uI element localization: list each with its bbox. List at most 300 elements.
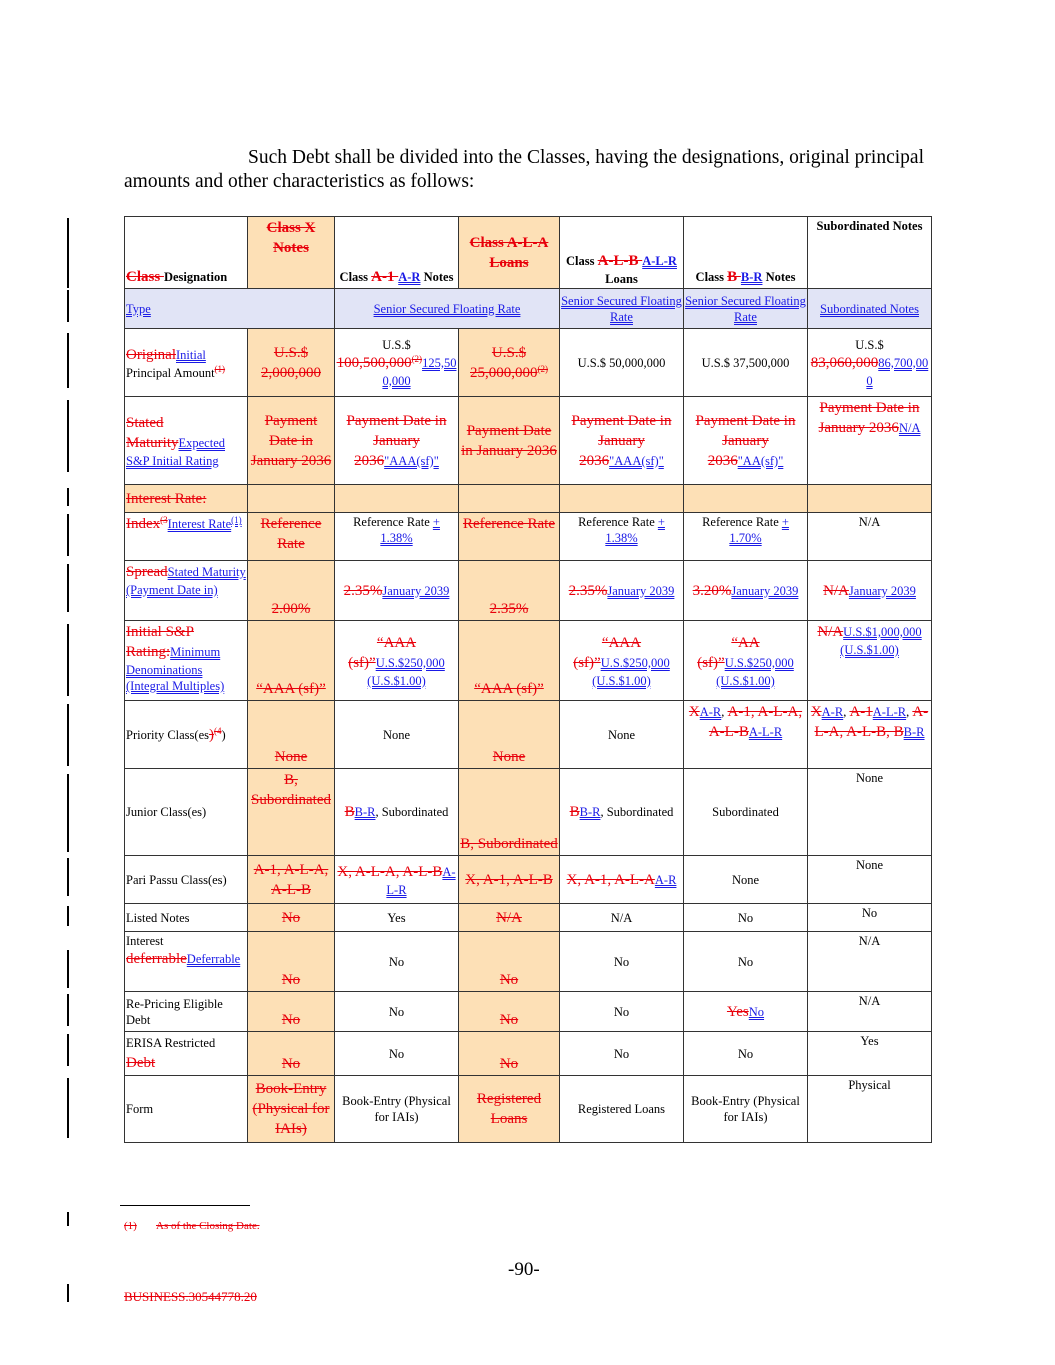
inserted-text: January 2039 xyxy=(848,583,916,598)
interest-rate-cell xyxy=(560,513,684,561)
cell-text: No xyxy=(388,954,405,969)
re-pricing-eligible-debt-cell xyxy=(459,992,560,1032)
interest-rate-cell xyxy=(808,513,932,561)
inserted-text: U.S.$1,000,000 (U.S.$1.00) xyxy=(840,625,922,657)
cell-text: Book-Entry (Physical for IAIs) xyxy=(342,1094,451,1124)
inserted-text: B-R xyxy=(354,805,376,819)
deleted-text: Interest Rate: xyxy=(126,490,207,507)
change-bar xyxy=(67,514,69,556)
deleted-text: 2.00% xyxy=(271,601,311,617)
inserted-text: Minimum Denominations (Integral Multiples) xyxy=(126,645,225,693)
inserted-text: Senior Secured Floating Rate xyxy=(373,301,521,316)
deleted-text: No xyxy=(281,1056,301,1072)
deleted-text: B xyxy=(727,269,741,285)
cell-text: Book-Entry (Physical for IAIs) xyxy=(691,1094,800,1124)
priority-classes-cell xyxy=(684,701,808,769)
erisa-restricted-cell xyxy=(459,1032,560,1076)
inserted-text: N/A xyxy=(898,421,921,435)
deleted-text: Debt xyxy=(126,1055,156,1071)
initial-principal-amount-cell xyxy=(459,329,560,397)
deleted-text: Index xyxy=(126,516,161,532)
inserted-text: Subordinated Notes xyxy=(820,301,919,316)
form-cell xyxy=(335,1076,459,1143)
re-pricing-eligible-debt-cell xyxy=(125,992,248,1032)
cell-text: N/A xyxy=(858,994,881,1008)
listed-notes-cell xyxy=(248,904,335,932)
change-bar xyxy=(67,564,69,612)
type-cell xyxy=(335,289,560,329)
deleted-text: X xyxy=(688,704,700,720)
stated-maturity-cell xyxy=(335,561,459,621)
deleted-text: 3.20% xyxy=(692,582,732,599)
cell-text: Listed Notes xyxy=(126,910,190,925)
deleted-text: A-L-A, A-L-B, B xyxy=(814,704,929,740)
change-bar xyxy=(67,704,69,766)
cell-text: N/A xyxy=(858,515,881,529)
priority-classes-cell xyxy=(125,701,248,769)
change-bar xyxy=(67,1212,69,1226)
listed-notes-cell xyxy=(459,904,560,932)
cell-text: No xyxy=(613,1004,630,1019)
cell-text: Notes xyxy=(420,270,454,284)
stated-maturity-cell xyxy=(808,561,932,621)
inserted-text: January 2039 xyxy=(382,583,450,598)
inserted-text: A-R xyxy=(654,872,677,887)
deleted-text: A-1, A-L-A, A-L-B xyxy=(708,704,803,740)
listed-notes-cell xyxy=(335,904,459,932)
change-bar xyxy=(67,290,69,322)
form-cell xyxy=(684,1076,808,1143)
cell-text: None xyxy=(855,771,884,785)
cell-text: Yes xyxy=(860,1034,879,1048)
change-bar xyxy=(67,218,69,288)
deleted-text: (2) xyxy=(411,353,423,364)
interest-rate-cell xyxy=(459,513,560,561)
form-cell xyxy=(125,1076,248,1143)
deleted-text: X, A-1, A-L-A xyxy=(566,871,655,888)
header-cell xyxy=(560,217,684,289)
erisa-restricted-cell xyxy=(808,1032,932,1076)
expected-rating-cell xyxy=(125,397,248,485)
cell-text: Re-Pricing Eligible Debt xyxy=(126,996,223,1027)
header-cell xyxy=(808,217,932,289)
intro-paragraph xyxy=(124,146,924,194)
deleted-text: Payment Date in January 2036 xyxy=(571,412,672,469)
inserted-text: 125,500,000 xyxy=(382,355,457,388)
interest-rate-heading-cell xyxy=(560,485,684,513)
deleted-text: 2.35% xyxy=(343,582,383,599)
inserted-text: A-L-R xyxy=(872,705,907,719)
stated-maturity-cell xyxy=(560,561,684,621)
inserted-text: A-L-R xyxy=(748,725,783,739)
deleted-text: 83,060,000 xyxy=(810,354,879,371)
minimum-denominations-cell xyxy=(808,621,932,701)
erisa-restricted-cell xyxy=(125,1032,248,1076)
table-row-header xyxy=(125,217,932,289)
deleted-text: Reference Rate xyxy=(260,516,322,552)
junior-classes-cell xyxy=(125,769,248,856)
re-pricing-eligible-debt-cell xyxy=(248,992,335,1032)
deleted-text: No xyxy=(281,1012,301,1028)
junior-classes-cell xyxy=(684,769,808,856)
interest-deferrable-cell xyxy=(125,932,248,992)
deleted-text: B, Subordinated xyxy=(251,772,331,808)
inserted-text: Senior Secured Floating Rate xyxy=(685,293,806,324)
initial-principal-amount-cell xyxy=(560,329,684,397)
cell-text: N/A xyxy=(610,910,633,925)
table-row-initial-principal-amount xyxy=(125,329,932,397)
deleted-text: 2.35% xyxy=(489,601,529,617)
inserted-text: Expected S&P Initial Rating xyxy=(126,435,226,468)
type-cell xyxy=(808,289,932,329)
change-bar xyxy=(67,774,69,852)
cell-text: Notes xyxy=(762,270,796,284)
inserted-text: January 2039 xyxy=(607,583,675,598)
inserted-text: (1) xyxy=(231,514,242,525)
cell-text: No xyxy=(613,1046,630,1061)
expected-rating-cell xyxy=(560,397,684,485)
deleted-text: “AAA (sf)” xyxy=(573,634,642,671)
cell-text: None xyxy=(382,727,411,742)
re-pricing-eligible-debt-cell xyxy=(684,992,808,1032)
re-pricing-eligible-debt-cell xyxy=(335,992,459,1032)
inserted-text: U.S.$250,000 (U.S.$1.00) xyxy=(367,655,445,688)
interest-deferrable-cell xyxy=(560,932,684,992)
minimum-denominations-cell xyxy=(459,621,560,701)
pari-passu-classes-cell xyxy=(248,856,335,904)
cell-text: Junior Class(es) xyxy=(126,805,207,819)
pari-passu-classes-cell xyxy=(459,856,560,904)
listed-notes-cell xyxy=(560,904,684,932)
footnote-separator xyxy=(120,1205,250,1206)
change-bar xyxy=(67,1034,69,1066)
inserted-text: A-R xyxy=(821,705,844,719)
priority-classes-cell xyxy=(335,701,459,769)
deleted-text: No xyxy=(499,1012,519,1028)
cell-text: U.S.$ 37,500,000 xyxy=(701,355,790,370)
inserted-text: A-L-R xyxy=(386,864,456,897)
deleted-text: Class xyxy=(126,269,164,285)
header-cell xyxy=(248,217,335,289)
interest-rate-cell xyxy=(684,513,808,561)
stated-maturity-cell xyxy=(459,561,560,621)
expected-rating-cell xyxy=(248,397,335,485)
interest-rate-cell xyxy=(335,513,459,561)
stated-maturity-cell xyxy=(248,561,335,621)
deleted-text: “AAA (sf)” xyxy=(256,681,326,697)
interest-deferrable-cell xyxy=(248,932,335,992)
cell-text: , Subordinated xyxy=(600,805,674,819)
inserted-text: U.S.$250,000 (U.S.$1.00) xyxy=(592,655,670,688)
deleted-text: ) xyxy=(208,726,214,743)
pari-passu-classes-cell xyxy=(125,856,248,904)
deleted-text: “AAA (sf)” xyxy=(348,634,417,671)
inserted-text: "AAA(sf)" xyxy=(384,453,439,468)
interest-rate-heading-cell xyxy=(459,485,560,513)
deleted-text: 2.35% xyxy=(568,582,608,599)
inserted-text: Interest Rate xyxy=(167,517,232,531)
footnote xyxy=(124,1216,260,1236)
change-bar xyxy=(67,488,69,506)
pari-passu-classes-cell xyxy=(560,856,684,904)
interest-deferrable-cell xyxy=(459,932,560,992)
deleted-text: 100,500,000 xyxy=(336,354,412,371)
deleted-text: N/A xyxy=(823,582,849,599)
inserted-text: January 2039 xyxy=(731,583,799,598)
deleted-text: N/A xyxy=(817,624,844,640)
deleted-text: B xyxy=(344,804,355,820)
deleted-text: Registered Loans xyxy=(476,1091,542,1127)
expected-rating-cell xyxy=(684,397,808,485)
deleted-text: U.S.$ 25,000,000 xyxy=(470,344,538,381)
change-bar xyxy=(67,950,69,988)
deleted-text: No xyxy=(499,972,519,988)
pari-passu-classes-cell xyxy=(808,856,932,904)
cell-text: Yes xyxy=(387,910,406,925)
cell-text: Form xyxy=(126,1102,154,1116)
deleted-text: No xyxy=(281,972,301,988)
inserted-text: + 1.70% xyxy=(729,515,789,545)
initial-principal-amount-cell xyxy=(808,329,932,397)
minimum-denominations-cell xyxy=(335,621,459,701)
page-number: -90- xyxy=(508,1259,540,1280)
deleted-text: Payment Date in January 2036 xyxy=(250,412,332,469)
stated-maturity-cell xyxy=(125,561,248,621)
inserted-text: U.S.$250,000 (U.S.$1.00) xyxy=(716,655,794,688)
deleted-text: A-1 xyxy=(849,704,873,720)
cell-text: , xyxy=(906,705,913,719)
cell-text: U.S.$ 50,000,000 xyxy=(577,355,666,370)
deleted-text: Payment Date in January 2036 xyxy=(461,422,557,459)
junior-classes-cell xyxy=(808,769,932,856)
form-cell xyxy=(248,1076,335,1143)
table-row-interest-rate xyxy=(125,513,932,561)
deleted-text: Stated Maturity xyxy=(126,414,179,451)
interest-rate-cell xyxy=(248,513,335,561)
cell-text: , xyxy=(721,705,728,719)
cell-text: N/A xyxy=(858,934,881,948)
table-row-re-pricing-eligible-debt xyxy=(125,992,932,1032)
header-cell xyxy=(459,217,560,289)
intro-text: Such Debt shall be divided into the Classes, having the designations, original principal amounts and other characteristics as follows: xyxy=(124,147,924,192)
cell-text: Loans xyxy=(605,272,638,286)
change-bar xyxy=(67,906,69,926)
cell-text: , xyxy=(843,705,850,719)
inserted-text: + 1.38% xyxy=(380,515,440,545)
deleted-text: Initial S&P Rating: xyxy=(126,624,194,660)
table-row-junior-classes xyxy=(125,769,932,856)
footnote-text: As of the Closing Date. xyxy=(156,1220,260,1232)
stated-maturity-cell xyxy=(684,561,808,621)
erisa-restricted-cell xyxy=(248,1032,335,1076)
interest-deferrable-cell xyxy=(808,932,932,992)
cell-text: No xyxy=(388,1004,405,1019)
inserted-text: "AA(sf)" xyxy=(737,453,784,468)
pari-passu-classes-cell xyxy=(684,856,808,904)
change-bar xyxy=(67,400,69,472)
deleted-text: X, A-1, A-L-B xyxy=(465,871,553,888)
table-row-type xyxy=(125,289,932,329)
form-cell xyxy=(459,1076,560,1143)
deleted-text: “AAA (sf)” xyxy=(474,681,544,697)
inserted-text: A-R xyxy=(398,270,421,284)
cell-text: Reference Rate xyxy=(702,515,782,529)
table-row-expected-rating xyxy=(125,397,932,485)
cell-text: Class xyxy=(566,254,598,268)
deleted-text: Yes xyxy=(726,1003,749,1020)
change-bar xyxy=(67,858,69,896)
minimum-denominations-cell xyxy=(248,621,335,701)
table-row-form xyxy=(125,1076,932,1143)
deleted-text: B xyxy=(569,804,580,820)
deleted-text: A-1, A-L-A, A-L-B xyxy=(253,861,329,898)
cell-text: No xyxy=(737,954,754,969)
header-cell xyxy=(335,217,459,289)
cell-text: Reference Rate xyxy=(578,515,658,529)
change-bar xyxy=(67,333,69,388)
erisa-restricted-cell xyxy=(560,1032,684,1076)
cell-text: Subordinated xyxy=(712,805,779,819)
initial-principal-amount-cell xyxy=(125,329,248,397)
junior-classes-cell xyxy=(248,769,335,856)
listed-notes-cell xyxy=(808,904,932,932)
inserted-text: A-L-R xyxy=(642,254,677,268)
deleted-text: Spread xyxy=(126,564,168,580)
deleted-text: (3 xyxy=(160,514,168,525)
deleted-text: Class X Notes xyxy=(266,220,316,256)
cell-text: No xyxy=(737,910,754,925)
minimum-denominations-cell xyxy=(125,621,248,701)
cell-text: Class xyxy=(339,270,372,284)
deleted-text: U.S.$ 2,000,000 xyxy=(261,344,321,381)
deleted-text: (4 xyxy=(213,725,222,736)
interest-rate-heading-cell xyxy=(248,485,335,513)
table-row-stated-maturity xyxy=(125,561,932,621)
inserted-text: A-R xyxy=(699,705,722,719)
deleted-text: B, Subordinated xyxy=(460,836,558,852)
inserted-text: Type xyxy=(126,301,151,316)
debt-classes-table xyxy=(124,216,932,1143)
table-row-priority-classes xyxy=(125,701,932,769)
inserted-text: 86,700,000 xyxy=(866,355,929,388)
junior-classes-cell xyxy=(335,769,459,856)
deleted-text: None xyxy=(274,749,308,765)
document-id: BUSINESS.30544778.20 xyxy=(124,1289,257,1304)
initial-principal-amount-cell xyxy=(248,329,335,397)
priority-classes-cell xyxy=(808,701,932,769)
cell-text: ) xyxy=(221,727,226,742)
deleted-text: Original xyxy=(126,346,176,363)
change-bar xyxy=(67,994,69,1026)
re-pricing-eligible-debt-cell xyxy=(808,992,932,1032)
re-pricing-eligible-debt-cell xyxy=(560,992,684,1032)
inserted-text: Stated Maturity (Payment Date in) xyxy=(126,565,246,597)
cell-text: Pari Passu Class(es) xyxy=(126,872,227,887)
cell-text: No xyxy=(861,906,878,920)
cell-text: Priority Class(es xyxy=(126,727,209,742)
cell-text: Principal Amount xyxy=(126,365,215,380)
cell-text: Designation xyxy=(163,270,228,284)
interest-rate-heading-cell xyxy=(684,485,808,513)
listed-notes-cell xyxy=(684,904,808,932)
priority-classes-cell xyxy=(459,701,560,769)
type-cell xyxy=(125,289,335,329)
table-row-pari-passu-classes xyxy=(125,856,932,904)
deleted-text: (2) xyxy=(537,363,548,374)
minimum-denominations-cell xyxy=(560,621,684,701)
inserted-text: No xyxy=(748,1004,765,1019)
expected-rating-cell xyxy=(335,397,459,485)
cell-text: U.S.$ xyxy=(382,337,411,352)
junior-classes-cell xyxy=(459,769,560,856)
interest-rate-heading-cell xyxy=(808,485,932,513)
inserted-text: Senior Secured Floating Rate xyxy=(561,293,682,324)
cell-text: Subordinated Notes xyxy=(816,219,923,233)
priority-classes-cell xyxy=(248,701,335,769)
table-row-listed-notes xyxy=(125,904,932,932)
footnote-number: (1) xyxy=(124,1220,137,1232)
deleted-text: A-L-B xyxy=(597,253,643,269)
header-cell xyxy=(684,217,808,289)
deleted-text: N/A xyxy=(496,909,522,926)
cell-text: Interest xyxy=(126,934,164,948)
table-row-interest-rate-heading xyxy=(125,485,932,513)
type-cell xyxy=(684,289,808,329)
table-row-minimum-denominations xyxy=(125,621,932,701)
deleted-text: Payment Date in January 2036 xyxy=(346,412,447,469)
inserted-text: B-R xyxy=(740,270,763,284)
initial-principal-amount-cell xyxy=(684,329,808,397)
type-cell xyxy=(560,289,684,329)
deleted-text: Payment Date in January 2036 xyxy=(818,400,920,436)
inserted-text: Deferrable xyxy=(186,952,241,966)
deleted-text: No xyxy=(499,1056,519,1072)
cell-text: U.S.$ xyxy=(855,337,884,352)
cell-text: Registered Loans xyxy=(577,1102,666,1116)
cell-text: No xyxy=(388,1046,405,1061)
inserted-text: B-R xyxy=(579,805,601,819)
cell-text: None xyxy=(855,858,884,872)
initial-principal-amount-cell xyxy=(335,329,459,397)
deleted-text: (1) xyxy=(214,363,226,374)
deleted-text: Book-Entry (Physical for IAIs) xyxy=(252,1081,330,1137)
cell-text: ERISA Restricted xyxy=(126,1036,216,1050)
inserted-text: "AAA(sf)" xyxy=(609,453,664,468)
change-bar xyxy=(67,624,69,696)
table-row-erisa-restricted xyxy=(125,1032,932,1076)
cell-text: None xyxy=(607,727,636,742)
deleted-text: No xyxy=(281,909,301,926)
form-cell xyxy=(560,1076,684,1143)
deleted-text: Payment Date in January 2036 xyxy=(695,412,796,469)
inserted-text: B-R xyxy=(903,725,925,739)
header-cell xyxy=(125,217,248,289)
deleted-text: Reference Rate xyxy=(462,516,556,532)
form-cell xyxy=(808,1076,932,1143)
deleted-text: Class A-L-A Loans xyxy=(469,234,549,271)
deleted-text: deferrable xyxy=(126,951,187,967)
expected-rating-cell xyxy=(808,397,932,485)
deleted-text: None xyxy=(492,749,526,765)
cell-text: , Subordinated xyxy=(375,805,449,819)
cell-text: No xyxy=(613,954,630,969)
expected-rating-cell xyxy=(459,397,560,485)
deleted-text: X, A-L-A, A-L-B xyxy=(337,863,443,880)
interest-deferrable-cell xyxy=(335,932,459,992)
inserted-text: + 1.38% xyxy=(605,515,665,545)
change-bar xyxy=(67,1078,69,1138)
cell-text: Reference Rate xyxy=(353,515,433,529)
